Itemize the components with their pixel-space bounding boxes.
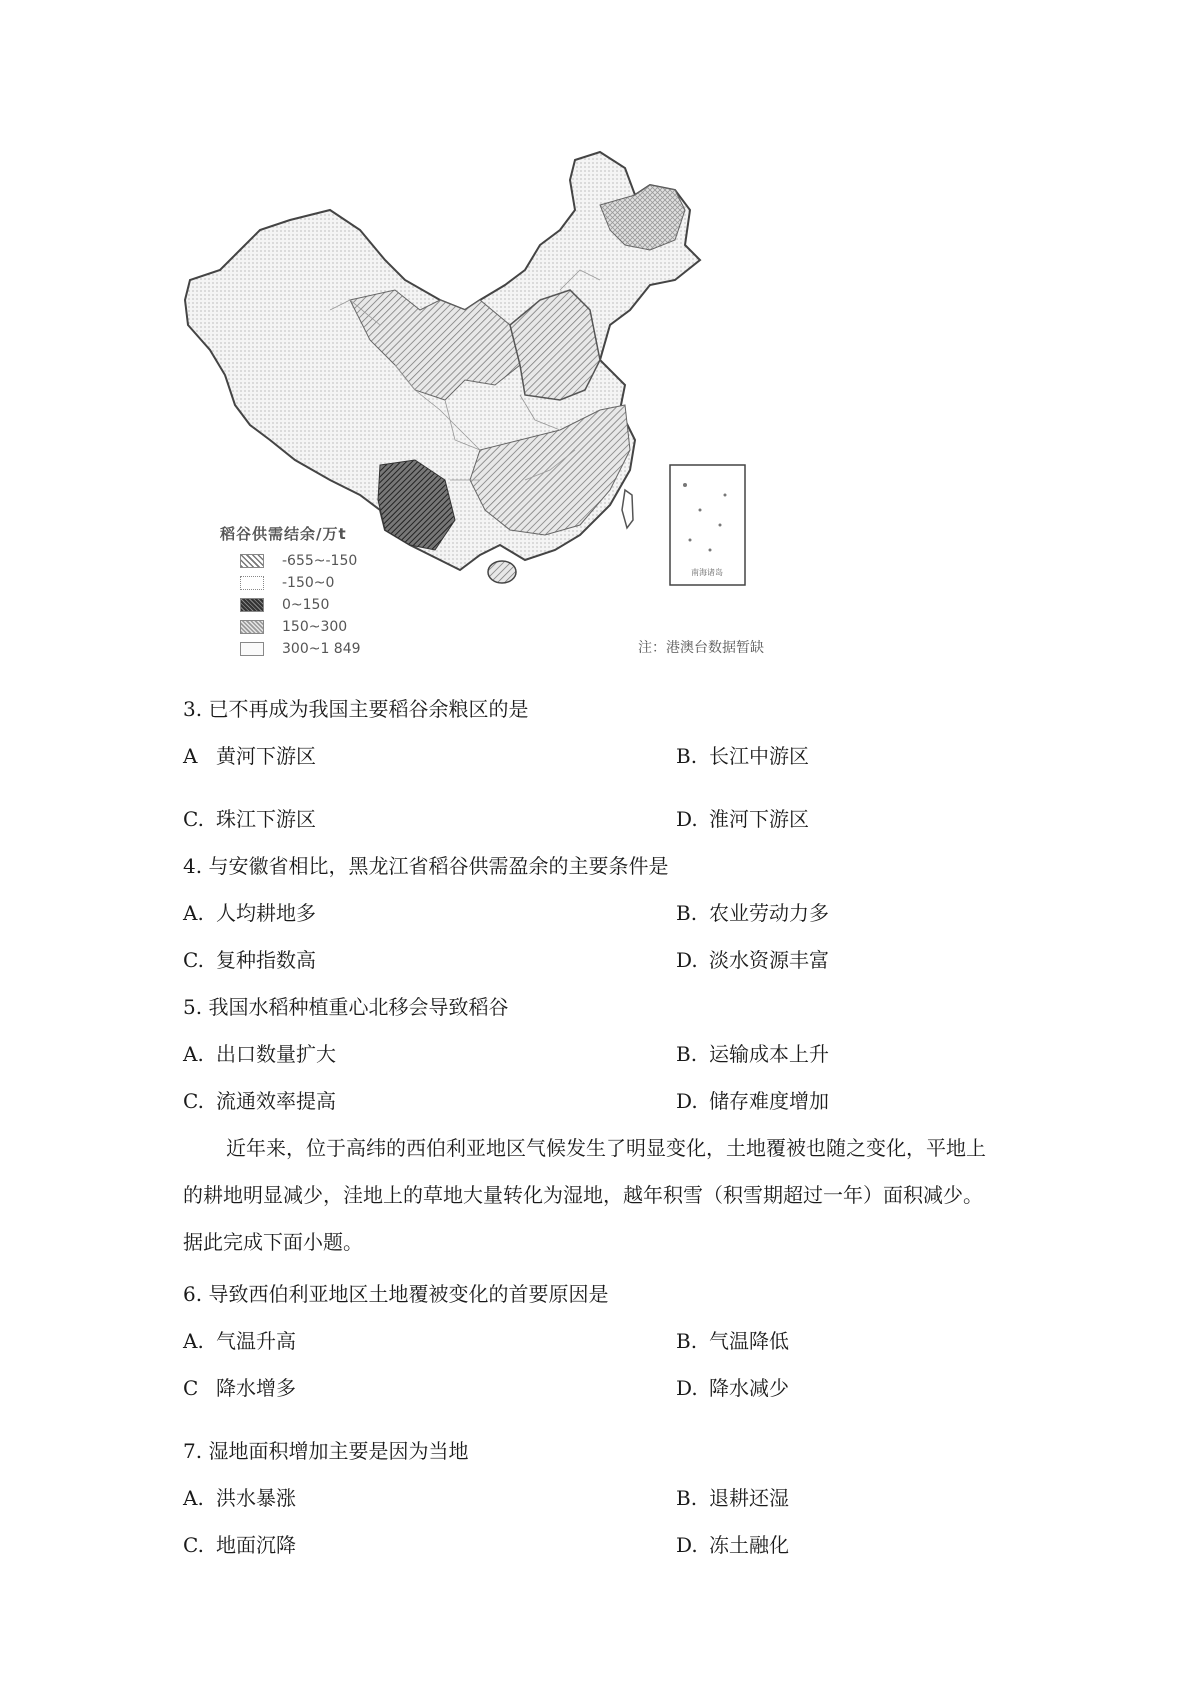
option-text: 黄河下游区	[216, 744, 316, 768]
legend-swatch	[240, 554, 264, 568]
question-3-option-d[interactable]	[676, 805, 809, 833]
option-label: C.	[183, 948, 204, 972]
passage-line: 据此完成下面小题。	[183, 1230, 363, 1254]
legend-label: 0~150	[282, 597, 330, 613]
legend-label: -150~0	[282, 575, 335, 591]
option-text: 珠江下游区	[216, 807, 316, 831]
question-4-option-c[interactable]	[183, 946, 316, 974]
option-label: A	[183, 744, 198, 768]
option-label: B.	[676, 1329, 698, 1353]
option-label: C.	[183, 807, 204, 831]
option-label: A.	[183, 1042, 204, 1066]
south-sea-inset	[670, 465, 745, 585]
question-5-option-b[interactable]	[676, 1040, 829, 1068]
map-note: 注：港澳台数据暂缺	[638, 640, 764, 656]
option-text: 淮河下游区	[709, 807, 809, 831]
question-5-stem: 5. 我国水稻种植重心北移会导致稻谷	[183, 995, 509, 1019]
question-7-option-a[interactable]	[183, 1484, 296, 1512]
legend-swatch	[240, 598, 264, 612]
option-text: 气温升高	[216, 1329, 296, 1353]
question-7-option-b[interactable]	[676, 1484, 789, 1512]
legend-swatch	[240, 642, 264, 656]
question-3-stem: 3. 已不再成为我国主要稻谷余粮区的是	[183, 697, 529, 721]
question-3-option-c[interactable]	[183, 805, 316, 833]
option-label: D.	[676, 948, 698, 972]
question-6-option-d[interactable]	[676, 1374, 789, 1402]
legend-title: 稻谷供需结余/万t	[220, 525, 347, 543]
option-text: 人均耕地多	[216, 901, 316, 925]
option-label: B.	[676, 1042, 698, 1066]
option-label: C.	[183, 1089, 204, 1113]
question-4-option-a[interactable]	[183, 899, 316, 927]
option-label: B.	[676, 1486, 698, 1510]
question-6-option-c[interactable]	[183, 1374, 296, 1402]
option-label: C	[183, 1376, 199, 1400]
question-6-stem: 6. 导致西伯利亚地区土地覆被变化的首要原因是	[183, 1282, 609, 1306]
legend-item	[220, 638, 430, 660]
passage	[183, 1125, 1043, 1266]
question-7-option-c[interactable]	[183, 1531, 296, 1559]
option-label: D.	[676, 1089, 698, 1113]
question-5-option-d[interactable]	[676, 1087, 829, 1115]
legend-label: 150~300	[282, 619, 348, 635]
option-label: D.	[676, 1376, 698, 1400]
legend-label: -655~-150	[282, 553, 358, 569]
passage-line: 的耕地明显减少，洼地上的草地大量转化为湿地，越年积雪（积雪期超过一年）面积减少。	[183, 1183, 983, 1207]
question-5-option-c[interactable]	[183, 1087, 336, 1115]
question-4-option-d[interactable]	[676, 946, 829, 974]
option-text: 气温降低	[709, 1329, 789, 1353]
option-label: B.	[676, 901, 698, 925]
option-label: A.	[183, 1486, 204, 1510]
option-text: 长江中游区	[709, 744, 809, 768]
option-label: C.	[183, 1533, 204, 1557]
question-6-option-b[interactable]	[676, 1327, 789, 1355]
option-text: 降水增多	[216, 1376, 296, 1400]
legend-swatch	[240, 620, 264, 634]
option-text: 地面沉降	[216, 1533, 296, 1557]
legend-item	[220, 594, 430, 616]
question-7-stem: 7. 湿地面积增加主要是因为当地	[183, 1439, 469, 1463]
question-4-option-b[interactable]	[676, 899, 829, 927]
question-6-option-a[interactable]	[183, 1327, 296, 1355]
option-text: 出口数量扩大	[216, 1042, 336, 1066]
option-text: 农业劳动力多	[709, 901, 829, 925]
option-text: 运输成本上升	[709, 1042, 829, 1066]
option-label: D.	[676, 807, 698, 831]
option-label: A.	[183, 1329, 204, 1353]
option-text: 冻土融化	[709, 1533, 789, 1557]
question-3-option-a[interactable]	[183, 742, 316, 770]
region-taiwan	[622, 490, 633, 528]
option-text: 退耕还湿	[709, 1486, 789, 1510]
legend-swatch	[240, 576, 264, 590]
legend-item	[220, 550, 430, 572]
question-7-option-d[interactable]	[676, 1531, 789, 1559]
passage-line: 近年来，位于高纬的西伯利亚地区气候发生了明显变化，土地覆被也随之变化，平地上	[226, 1136, 986, 1160]
option-text: 流通效率提高	[216, 1089, 336, 1113]
map-legend	[220, 523, 430, 660]
legend-item	[220, 616, 430, 638]
legend-item	[220, 572, 430, 594]
option-text: 淡水资源丰富	[709, 948, 829, 972]
inset-label: 南海诸岛	[691, 568, 723, 577]
option-label: D.	[676, 1533, 698, 1557]
option-text: 复种指数高	[216, 948, 316, 972]
region-hainan	[488, 561, 516, 583]
legend-label: 300~1 849	[282, 641, 361, 657]
option-text: 降水减少	[709, 1376, 789, 1400]
option-label: A.	[183, 901, 204, 925]
question-5-option-a[interactable]	[183, 1040, 336, 1068]
question-3-option-b[interactable]	[676, 742, 809, 770]
option-text: 储存难度增加	[709, 1089, 829, 1113]
option-text: 洪水暴涨	[216, 1486, 296, 1510]
question-4-stem: 4. 与安徽省相比，黑龙江省稻谷供需盈余的主要条件是	[183, 854, 669, 878]
option-label: B.	[676, 744, 698, 768]
